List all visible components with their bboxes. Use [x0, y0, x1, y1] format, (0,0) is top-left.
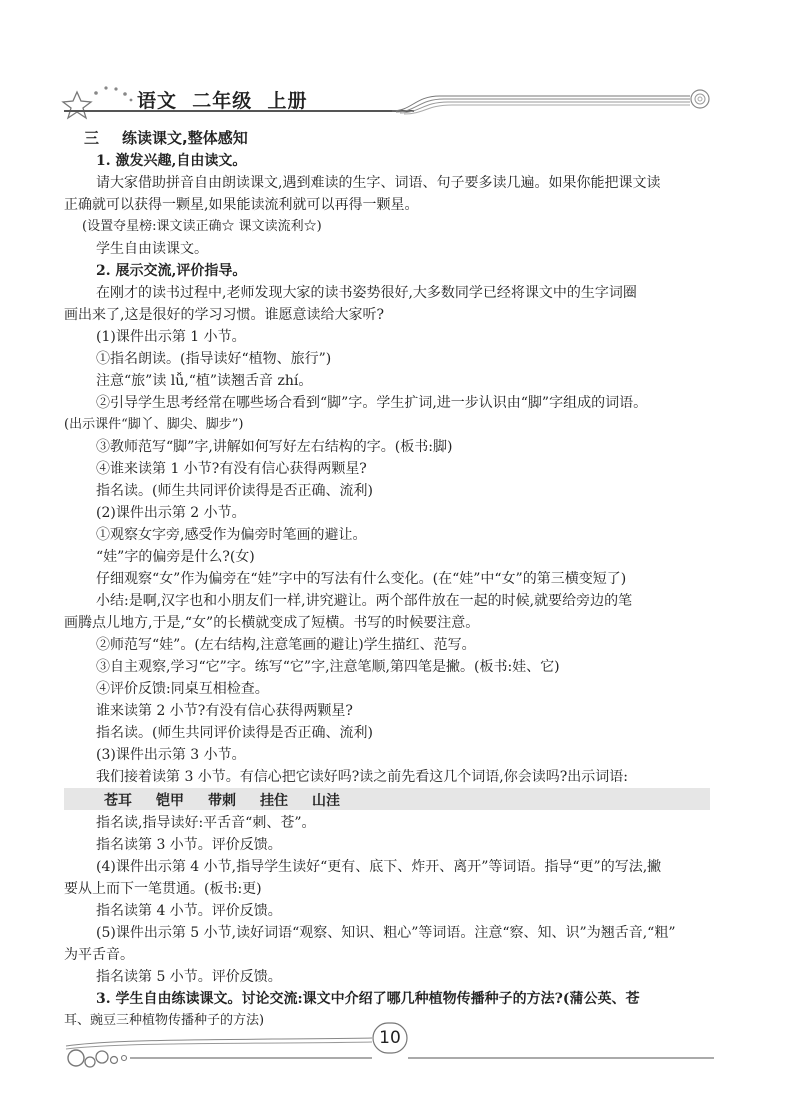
step-3-title: 3. 学生自由练读课文。讨论交流:课文中介绍了哪几种植物传播种子的方法?(蒲公英、苍 [96, 991, 640, 1007]
paragraph-line: ③自主观察,学习“它”字。练写“它”字,注意笔顺,第四笔是撇。(板书:娃、它) [96, 659, 560, 675]
paragraph-line: 学生自由读课文。 [96, 241, 208, 257]
word-item: 带刺 [208, 793, 236, 809]
paragraph-line: 画腾点儿地方,于是,“女”的长横就变成了短横。书写的时候要注意。 [64, 615, 480, 631]
paragraph-line: 要从上而下一笔贯通。(板书:更) [64, 881, 262, 897]
paragraph-line: ①观察女字旁,感受作为偏旁时笔画的避让。 [96, 527, 367, 543]
section-title: 练读课文,整体感知 [122, 129, 248, 147]
paragraph-line: (5)课件出示第 5 小节,读好词语“观察、知识、粗心”等词语。注意“察、知、识”为翘舌音,“粗” [96, 925, 676, 941]
note-line: (出示课件“脚丫、脚尖、脚步”) [64, 417, 244, 432]
note-line: (设置夺星榜:课文读正确☆ 课文读流利☆) [82, 219, 322, 234]
header-title: 语文 二年级 上册 [137, 90, 308, 112]
paragraph-line: 指名读。(师生共同评价读得是否正确、流利) [96, 725, 373, 741]
paragraph-line: 仔细观察“女”作为偏旁在“娃”字中的写法有什么变化。(在“娃”中“女”的第三横变短了) [96, 571, 627, 587]
paragraph-line: 在刚才的读书过程中,老师发现大家的读书姿势很好,大多数同学已经将课文中的生字词圈 [96, 285, 637, 301]
lesson-body [64, 0, 724, 1028]
paragraph-line: 请大家借助拼音自由朗读课文,遇到难读的生字、词语、句子要多读几遍。如果你能把课文读 [96, 175, 661, 191]
note-line: 耳、豌豆三种植物传播种子的方法) [64, 1013, 265, 1028]
paragraph-line: ①指名朗读。(指导读好“植物、旅行”) [96, 351, 332, 367]
paragraph-line: 小结:是啊,汉字也和小朋友们一样,讲究避让。两个部件放在一起的时候,就要给旁边的笔 [96, 593, 633, 609]
paragraph-line: (4)课件出示第 4 小节,指导学生读好“更有、底下、炸开、离开”等词语。指导“更”的写法,撇 [96, 859, 662, 875]
paragraph-line: 画出来了,这是很好的学习习惯。谁愿意读给大家听? [64, 307, 384, 323]
paragraph-line: 正确就可以获得一颗星,如果能读流利就可以再得一颗星。 [64, 197, 419, 213]
word-item: 苍耳 [104, 793, 132, 809]
step-2-title: 2. 展示交流,评价指导。 [96, 263, 247, 279]
paragraph-line: 指名读第 4 小节。评价反馈。 [96, 903, 282, 919]
paragraph-line: ②引导学生思考经常在哪些场合看到“脚”字。学生扩词,进一步认识由“脚”字组成的词语。 [96, 395, 648, 411]
section-number: 三 [84, 129, 100, 147]
paragraph-line: 指名读第 5 小节。评价反馈。 [96, 969, 282, 985]
word-item: 铠甲 [156, 793, 184, 809]
paragraph-line: ④评价反馈:同桌互相检查。 [96, 681, 269, 697]
word-item: 山洼 [312, 793, 340, 809]
page-footer [0, 1010, 800, 1094]
page-number: 10 [379, 1028, 401, 1048]
paragraph-line: 注意“旅”读 lǚ,“植”读翘舌音 zhí。 [96, 373, 313, 389]
paragraph-line: 指名读第 3 小节。评价反馈。 [96, 837, 282, 853]
word-list-bar [64, 788, 710, 810]
paragraph-line: 指名读。(师生共同评价读得是否正确、流利) [96, 483, 373, 499]
paragraph-line: 我们接着读第 3 小节。有信心把它读好吗?读之前先看这几个词语,你会读吗?出示词语: [96, 769, 628, 785]
paragraph-line: ③教师范写“脚”字,讲解如何写好左右结构的字。(板书:脚) [96, 439, 453, 455]
paragraph-line: (1)课件出示第 1 小节。 [96, 329, 246, 345]
paragraph-line: ④谁来读第 1 小节?有没有信心获得两颗星? [96, 461, 367, 477]
step-1-title: 1. 激发兴趣,自由读文。 [96, 153, 247, 169]
paragraph-line: ②师范写“娃”。(左右结构,注意笔画的避让)学生描红、范写。 [96, 637, 476, 653]
paragraph-line: 谁来读第 2 小节?有没有信心获得两颗星? [96, 703, 353, 719]
word-item: 挂住 [260, 793, 288, 809]
paragraph-line: (3)课件出示第 3 小节。 [96, 747, 246, 763]
paragraph-line: 指名读,指导读好:平舌音“刺、苍”。 [96, 815, 316, 831]
paragraph-line: “娃”字的偏旁是什么?(女) [96, 549, 255, 565]
paragraph-line: 为平舌音。 [64, 947, 134, 963]
paragraph-line: (2)课件出示第 2 小节。 [96, 505, 246, 521]
